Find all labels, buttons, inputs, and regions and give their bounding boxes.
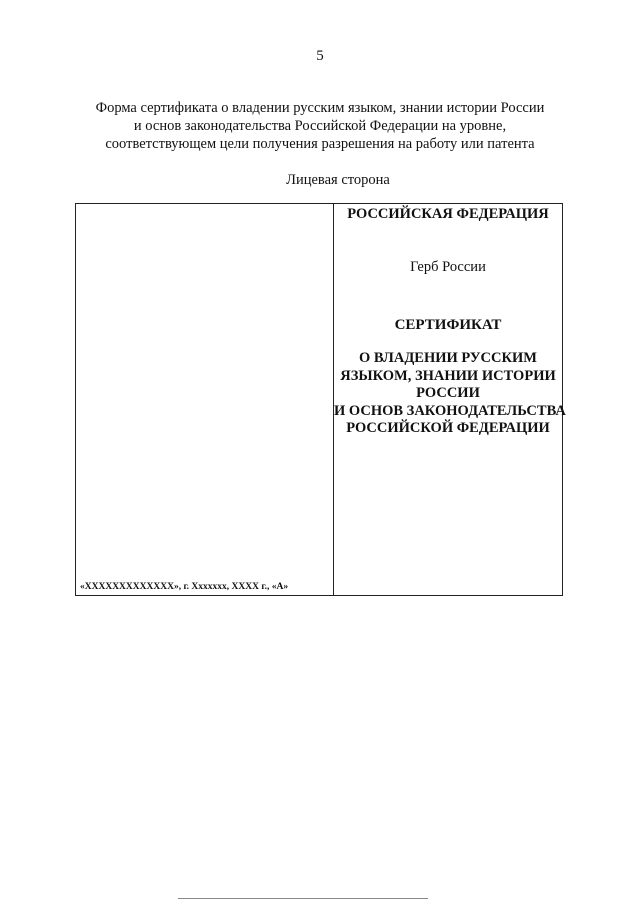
description-line: И ОСНОВ ЗАКОНОДАТЕЛЬСТВА (334, 402, 566, 419)
certificate-right-column (334, 204, 566, 595)
certificate-description (334, 350, 566, 438)
certificate-form (75, 203, 566, 596)
emblem-placeholder: Герб России (410, 259, 486, 275)
title-line: соответствующем цели получения разрешения на работу или патента (105, 136, 535, 152)
side-label: Лицевая сторона (286, 172, 390, 188)
document-title (80, 99, 560, 153)
certificate-heading: СЕРТИФИКАТ (394, 317, 502, 333)
page-bottom-divider (178, 898, 428, 899)
description-line: ЯЗЫКОМ, ЗНАНИИ ИСТОРИИ (340, 367, 556, 384)
page-number: 5 (316, 48, 324, 64)
description-line: РОССИИ (416, 385, 480, 401)
title-line: и основ законодательства Российской Федерации на уровне, (133, 118, 507, 134)
title-line: Форма сертификата о владении русским языком, знании истории России (95, 100, 545, 116)
country-name: РОССИЙСКАЯ ФЕДЕРАЦИЯ (347, 206, 549, 222)
description-line: РОССИЙСКОЙ ФЕДЕРАЦИИ (346, 420, 550, 436)
issuer-footer: «ХХХХХХХХХХХХХ», г. Хххххxх, ХХХХ г., «А» (80, 582, 289, 592)
description-line: О ВЛАДЕНИИ РУССКИМ (359, 350, 537, 366)
certificate-left-column (76, 204, 334, 595)
